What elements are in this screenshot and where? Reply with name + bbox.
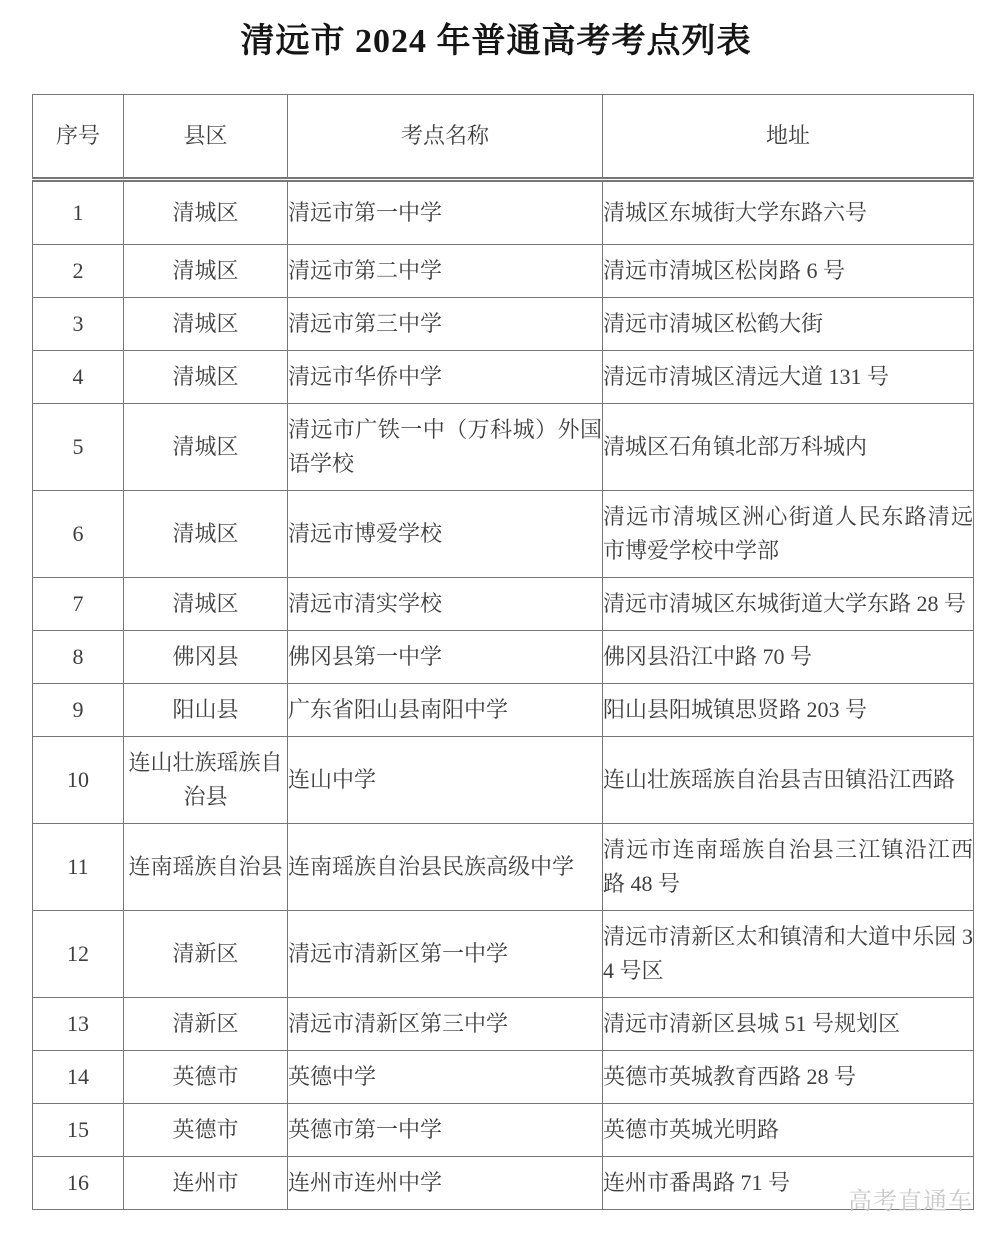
- table-row: [33, 911, 974, 998]
- table-row: [33, 824, 974, 911]
- table-row: [33, 180, 974, 245]
- cell-district: 清城区: [124, 298, 288, 351]
- table-row: [33, 998, 974, 1051]
- cell-no: 12: [33, 911, 124, 998]
- cell-district: 佛冈县: [124, 631, 288, 684]
- cell-site: 连州市连州中学: [288, 1157, 603, 1210]
- table-row: [33, 351, 974, 404]
- cell-district: 清城区: [124, 245, 288, 298]
- cell-no: 16: [33, 1157, 124, 1210]
- cell-district: 清城区: [124, 404, 288, 491]
- table-row: [33, 1051, 974, 1104]
- cell-address: 清远市连南瑶族自治县三江镇沿江西路 48 号: [603, 824, 974, 911]
- cell-address: 英德市英城光明路: [603, 1104, 974, 1157]
- cell-address: 英德市英城教育西路 28 号: [603, 1051, 974, 1104]
- table-header: [33, 95, 974, 180]
- cell-district: 阳山县: [124, 684, 288, 737]
- cell-district: 连山壮族瑶族自治县: [124, 737, 288, 824]
- table-row: [33, 578, 974, 631]
- cell-no: 15: [33, 1104, 124, 1157]
- cell-district: 英德市: [124, 1051, 288, 1104]
- cell-no: 10: [33, 737, 124, 824]
- cell-no: 4: [33, 351, 124, 404]
- cell-address: 连山壮族瑶族自治县吉田镇沿江西路: [603, 737, 974, 824]
- header-row: [33, 95, 974, 180]
- cell-district: 清城区: [124, 180, 288, 245]
- table-row: [33, 737, 974, 824]
- table-row: [33, 684, 974, 737]
- table-row: [33, 298, 974, 351]
- cell-site: 清远市博爱学校: [288, 491, 603, 578]
- cell-no: 8: [33, 631, 124, 684]
- header-cell-site: 考点名称: [288, 95, 603, 180]
- cell-site: 清远市第一中学: [288, 180, 603, 245]
- cell-site: 连山中学: [288, 737, 603, 824]
- cell-site: 英德市第一中学: [288, 1104, 603, 1157]
- exam-sites-table: [32, 94, 974, 1210]
- table-row: [33, 245, 974, 298]
- cell-address: 佛冈县沿江中路 70 号: [603, 631, 974, 684]
- cell-address: 清远市清新区县城 51 号规划区: [603, 998, 974, 1051]
- cell-address: 连州市番禺路 71 号: [603, 1157, 974, 1210]
- cell-district: 清新区: [124, 998, 288, 1051]
- cell-district: 英德市: [124, 1104, 288, 1157]
- header-cell-no: 序号: [33, 95, 124, 180]
- header-cell-address: 地址: [603, 95, 974, 180]
- cell-site: 清远市第三中学: [288, 298, 603, 351]
- table-row: [33, 1104, 974, 1157]
- cell-address: 阳山县阳城镇思贤路 203 号: [603, 684, 974, 737]
- cell-no: 3: [33, 298, 124, 351]
- cell-district: 连州市: [124, 1157, 288, 1210]
- cell-site: 清远市清新区第三中学: [288, 998, 603, 1051]
- cell-address: 清城区石角镇北部万科城内: [603, 404, 974, 491]
- cell-site: 清远市广铁一中（万科城）外国语学校: [288, 404, 603, 491]
- cell-address: 清远市清城区东城街道大学东路 28 号: [603, 578, 974, 631]
- cell-no: 2: [33, 245, 124, 298]
- cell-district: 清城区: [124, 491, 288, 578]
- cell-no: 13: [33, 998, 124, 1051]
- cell-site: 清远市华侨中学: [288, 351, 603, 404]
- cell-address: 清远市清城区洲心街道人民东路清远市博爱学校中学部: [603, 491, 974, 578]
- table-body: [33, 180, 974, 1210]
- header-cell-district: 县区: [124, 95, 288, 180]
- cell-no: 6: [33, 491, 124, 578]
- table-row: [33, 1157, 974, 1210]
- table-row: [33, 631, 974, 684]
- cell-district: 清城区: [124, 351, 288, 404]
- cell-site: 清远市清新区第一中学: [288, 911, 603, 998]
- cell-site: 广东省阳山县南阳中学: [288, 684, 603, 737]
- cell-no: 7: [33, 578, 124, 631]
- cell-site: 清远市清实学校: [288, 578, 603, 631]
- cell-address: 清远市清城区松鹤大街: [603, 298, 974, 351]
- cell-address: 清城区东城街大学东路六号: [603, 180, 974, 245]
- cell-site: 清远市第二中学: [288, 245, 603, 298]
- cell-address: 清远市清城区松岗路 6 号: [603, 245, 974, 298]
- cell-address: 清远市清城区清远大道 131 号: [603, 351, 974, 404]
- cell-no: 14: [33, 1051, 124, 1104]
- page-title: 清远市 2024 年普通高考考点列表: [240, 23, 752, 60]
- table-row: [33, 491, 974, 578]
- cell-district: 清新区: [124, 911, 288, 998]
- watermark-text: 高考直通车: [848, 1189, 973, 1215]
- cell-no: 9: [33, 684, 124, 737]
- cell-no: 5: [33, 404, 124, 491]
- cell-site: 佛冈县第一中学: [288, 631, 603, 684]
- table-row: [33, 404, 974, 491]
- cell-district: 连南瑶族自治县: [124, 824, 288, 911]
- cell-site: 英德中学: [288, 1051, 603, 1104]
- cell-site: 连南瑶族自治县民族高级中学: [288, 824, 603, 911]
- cell-no: 1: [33, 180, 124, 245]
- cell-address: 清远市清新区太和镇清和大道中乐园 34 号区: [603, 911, 974, 998]
- cell-district: 清城区: [124, 578, 288, 631]
- cell-no: 11: [33, 824, 124, 911]
